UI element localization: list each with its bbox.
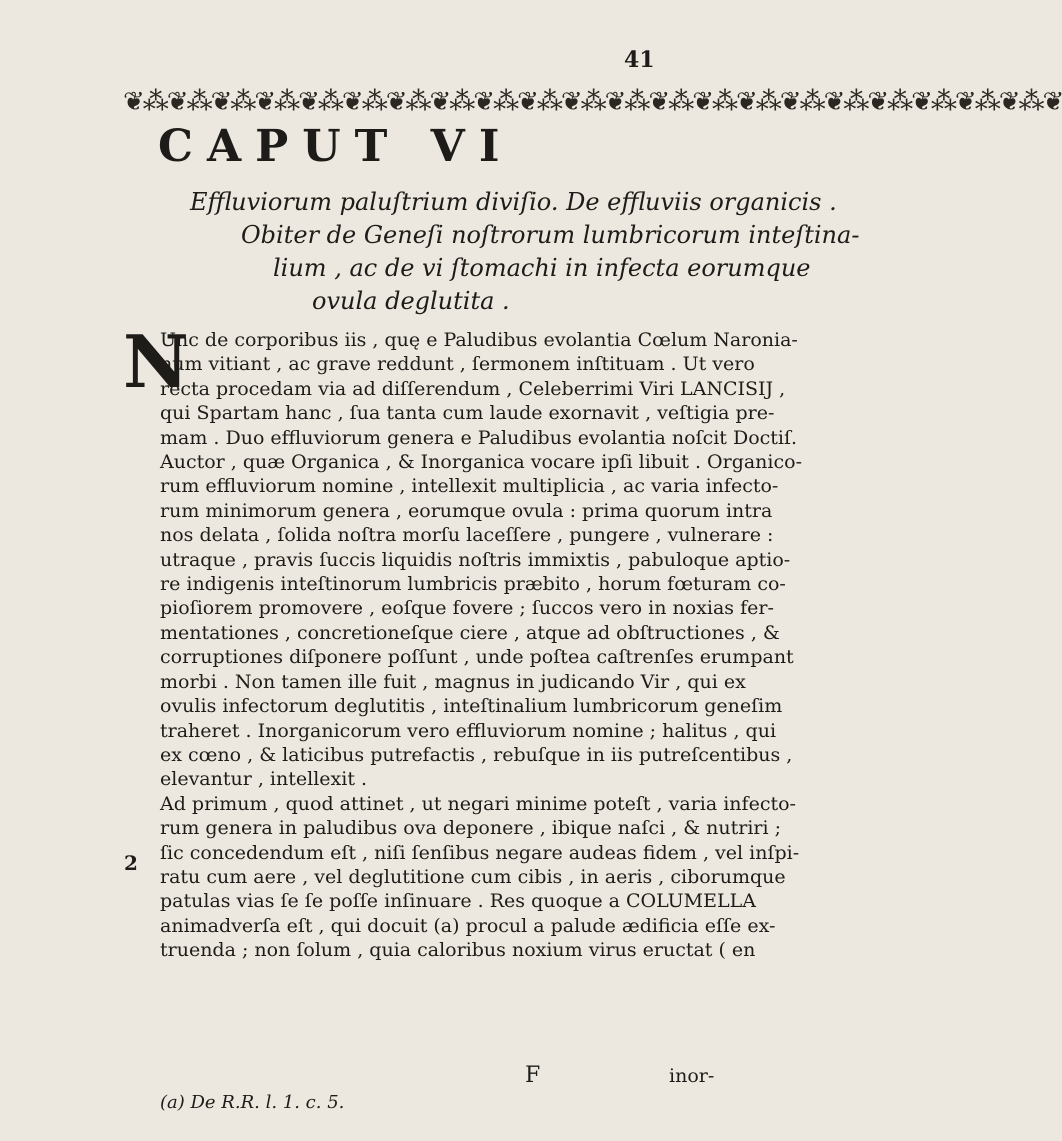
text-line: rum genera in paludibus ova deponere , ibique naſci , & nutriri ;: [160, 817, 782, 840]
text-line: nos delata , ſolida noſtra morſu laceſſere , pungere , vulnerare :: [160, 524, 774, 547]
signature-mark: F: [525, 1063, 541, 1088]
body-text: [160, 328, 802, 963]
text-line: rum effluviorum nomine , intellexit multiplicia , ac varia infecto-: [160, 475, 779, 498]
text-line: elevantur , intellexit .: [160, 768, 368, 791]
text-line: Auctor , quæ Organica , & Inorganica vocare ipſi libuit . Organico-: [160, 451, 802, 474]
catchword: inor-: [669, 1065, 715, 1087]
text-line: ſic concedendum eſt , niſi ſenſibus negare audeas fidem , vel inſpi-: [160, 841, 800, 864]
text-line: mam . Duo effluviorum genera e Paludibus evolantia noſcit Doctiſ.: [160, 426, 798, 449]
ornament-band: ❦⁂❦⁂❦⁂❦⁂❦⁂❦⁂❦⁂❦⁂❦⁂❦⁂❦⁂❦⁂❦⁂❦⁂❦⁂❦⁂❦⁂❦⁂❦⁂❦⁂❦⁂❦: [123, 87, 1062, 117]
chapter-title: CAPUT VI: [158, 121, 514, 172]
text-line: rum minimorum genera , eorumque ovula : prima quorum intra: [160, 499, 773, 522]
text-line: ratu cum aere , vel deglutitione cum cibis , in aeris , ciborumque: [160, 865, 786, 888]
summary-line: Effluviorum paluſtrium diviſio. De effluviis organicis .: [190, 188, 837, 216]
summary-line: Obiter de Geneſi noſtrorum lumbricorum inteſtina-: [241, 221, 860, 249]
summary-line: ovula deglutita .: [312, 287, 510, 315]
text-line: ex cœno , & laticibus putrefactis , rebuſque in iis putreſcentibus ,: [160, 743, 793, 766]
text-line: morbi . Non tamen ille fuit , magnus in judicando Vir , qui ex: [160, 670, 746, 693]
text-line: ovulis infectorum deglutitis , inteſtinalium lumbricorum geneſim: [160, 695, 783, 718]
text-line: traheret . Inorganicorum vero effluviorum nomine ; halitus , qui: [160, 719, 777, 742]
text-line: qui Spartam hanc , ſua tanta cum laude exornavit , veſtigia pre-: [160, 402, 775, 425]
text-line: re indigenis inteſtinorum lumbricis præbito , horum fœturam co-: [160, 573, 786, 596]
text-line: Ad primum , quod attinet , ut negari minime poteſt , varia infecto-: [160, 792, 796, 815]
footnote: (a) De R.R. l. 1. c. 5.: [160, 1092, 345, 1113]
chapter-summary: [190, 186, 860, 318]
summary-line: lium , ac de vi ſtomachi in infecta eorumque: [273, 254, 811, 282]
text-line: patulas vias ſe ſe poſſe inſinuare . Res quoque a COLUMELLA: [160, 890, 756, 913]
drop-cap: N: [123, 319, 189, 404]
text-line: num vitiant , ac grave reddunt , ſermonem inſtituam . Ut vero: [160, 353, 755, 376]
marginal-number: 2: [124, 851, 138, 875]
text-line: corruptiones diſponere poſſunt , unde poſtea caſtrenſes erumpant: [160, 646, 794, 669]
text-line: utraque , pravis ſuccis liquidis noſtris immixtis , pabuloque aptio-: [160, 548, 791, 571]
text-line: mentationes , concretioneſque ciere , atque ad obſtructiones , &: [160, 621, 780, 644]
text-line: truenda ; non ſolum , quia caloribus noxium virus eructat ( en: [160, 939, 756, 962]
text-line: recta procedam via ad diſſerendum , Celeberrimi Viri LANCISIJ ,: [160, 377, 786, 400]
page-number: 41: [624, 47, 655, 73]
text-line: animadverſa eſt , qui docuit (a) procul a palude ædificia eſſe ex-: [160, 914, 776, 937]
text-line: Unc de corporibus iis , quę e Paludibus evolantia Cœlum Naronia-: [160, 329, 798, 351]
text-line: pioſiorem promovere , eoſque fovere ; ſuccos vero in noxias fer-: [160, 597, 774, 620]
